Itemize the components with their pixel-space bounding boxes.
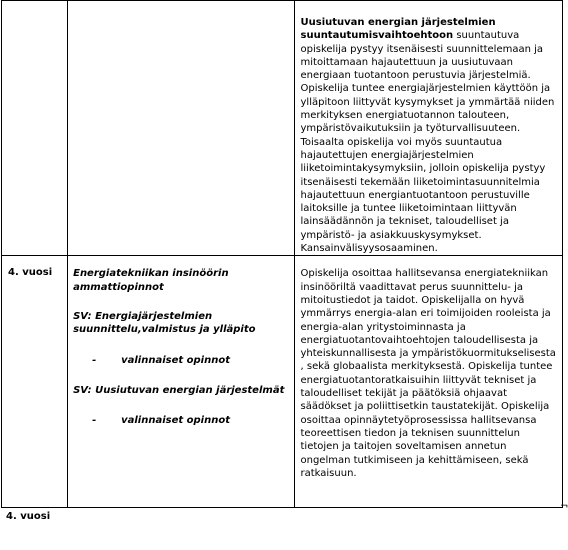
table-row (2, 256, 563, 508)
study-track-1: SV: Energiajärjestelmien suunnittelu,valmistus ja ylläpito (73, 310, 256, 336)
table-row (2, 1, 563, 256)
bullet-dash: - (92, 354, 97, 366)
courses-cell (68, 1, 294, 256)
list-item (73, 414, 289, 427)
list-item-label: valinnaiset opinnot (121, 354, 230, 366)
description-cell (294, 1, 563, 256)
study-track-2: SV: Uusiutuvan energian järjestelmät (73, 384, 285, 396)
list-item-label: valinnaiset opinnot (121, 415, 230, 427)
description-title: Uusiutuvan energian järjestelmien suuntautumisvaihtoehtoon (300, 17, 496, 42)
year-cell (2, 256, 68, 508)
year-label: 4. vuosi (8, 267, 53, 279)
year-cell (2, 1, 68, 256)
description-text: suuntautuva opiskelija pystyy itsenäisesti suunnittelemaan ja mitoittamaan hajautettuun ja uusiutuvaan energiaan tuotantoon perustuvia järjestelmiä. Opiskelija tuntee energiajärjestelmien käyttöön ja ylläpitoon liittyvät kysymykset ja ymmärtää niiden merkityksen energiatuotannon talouteen, ympäristövaikutuksiin ja työturvallisuuteen. Toisaalta opiskelija voi myös suuntautua hajautettujen energiajärjestelmien liiketoimintakysymyksiin, jolloin opiskelija pystyy itsenäisesti tekemään liiketoimintasuunnitelmia hajautettuun energiantuotantoon perustuville laitoksille ja tuntee liiketoimintaan liittyvän lainsäädännön ja tekniset, taloudelliset ja ympäristö- ja asiakkuuskysymykset. Kansainvälisyysosaaminen. (300, 30, 555, 255)
footer-year-label: 4. vuosi (6, 511, 51, 522)
list-item (73, 354, 289, 367)
description-text: Opiskelija osoittaa hallitsevansa energiatekniikan insinööriltä vaadittavat perus suunnittelu- ja mitoitustiedot ja taidot. Opiskelijalla on hyvä ymmärrys energia-alan eri toimijoiden rooleista ja energia-alan yritystoiminnasta ja energiatuotantovaihtoehtojen taloudellisesta ja yhteiskunnallisesta ja ympäristökuormitukselisesta , sekä globaalista merkityksestä. Opiskelija tuntee energiatuotantoratkaisuihin liittyvät tekniset ja taloudelliset tekijät ja päätöksiä ohjaavat säädökset ja poliittisetkin taustatekijät. Opiskelija osoittaa opinnäytetyöprosessissa hallitsevansa teoreettisen tiedon ja teknisen suunnittelun tietojen ja taitojen soveltamisen annetun ongelman tutkimiseen ja kehittämiseen, sekä ratkaisuun. (300, 268, 556, 479)
courses-heading: Energiatekniikan insinöörin ammattiopinnot (73, 268, 229, 293)
bullet-dash: - (92, 415, 97, 427)
table-end-mark: ¬ (560, 501, 568, 512)
curriculum-table (1, 0, 563, 508)
description-cell (294, 256, 563, 508)
courses-cell (68, 256, 294, 508)
